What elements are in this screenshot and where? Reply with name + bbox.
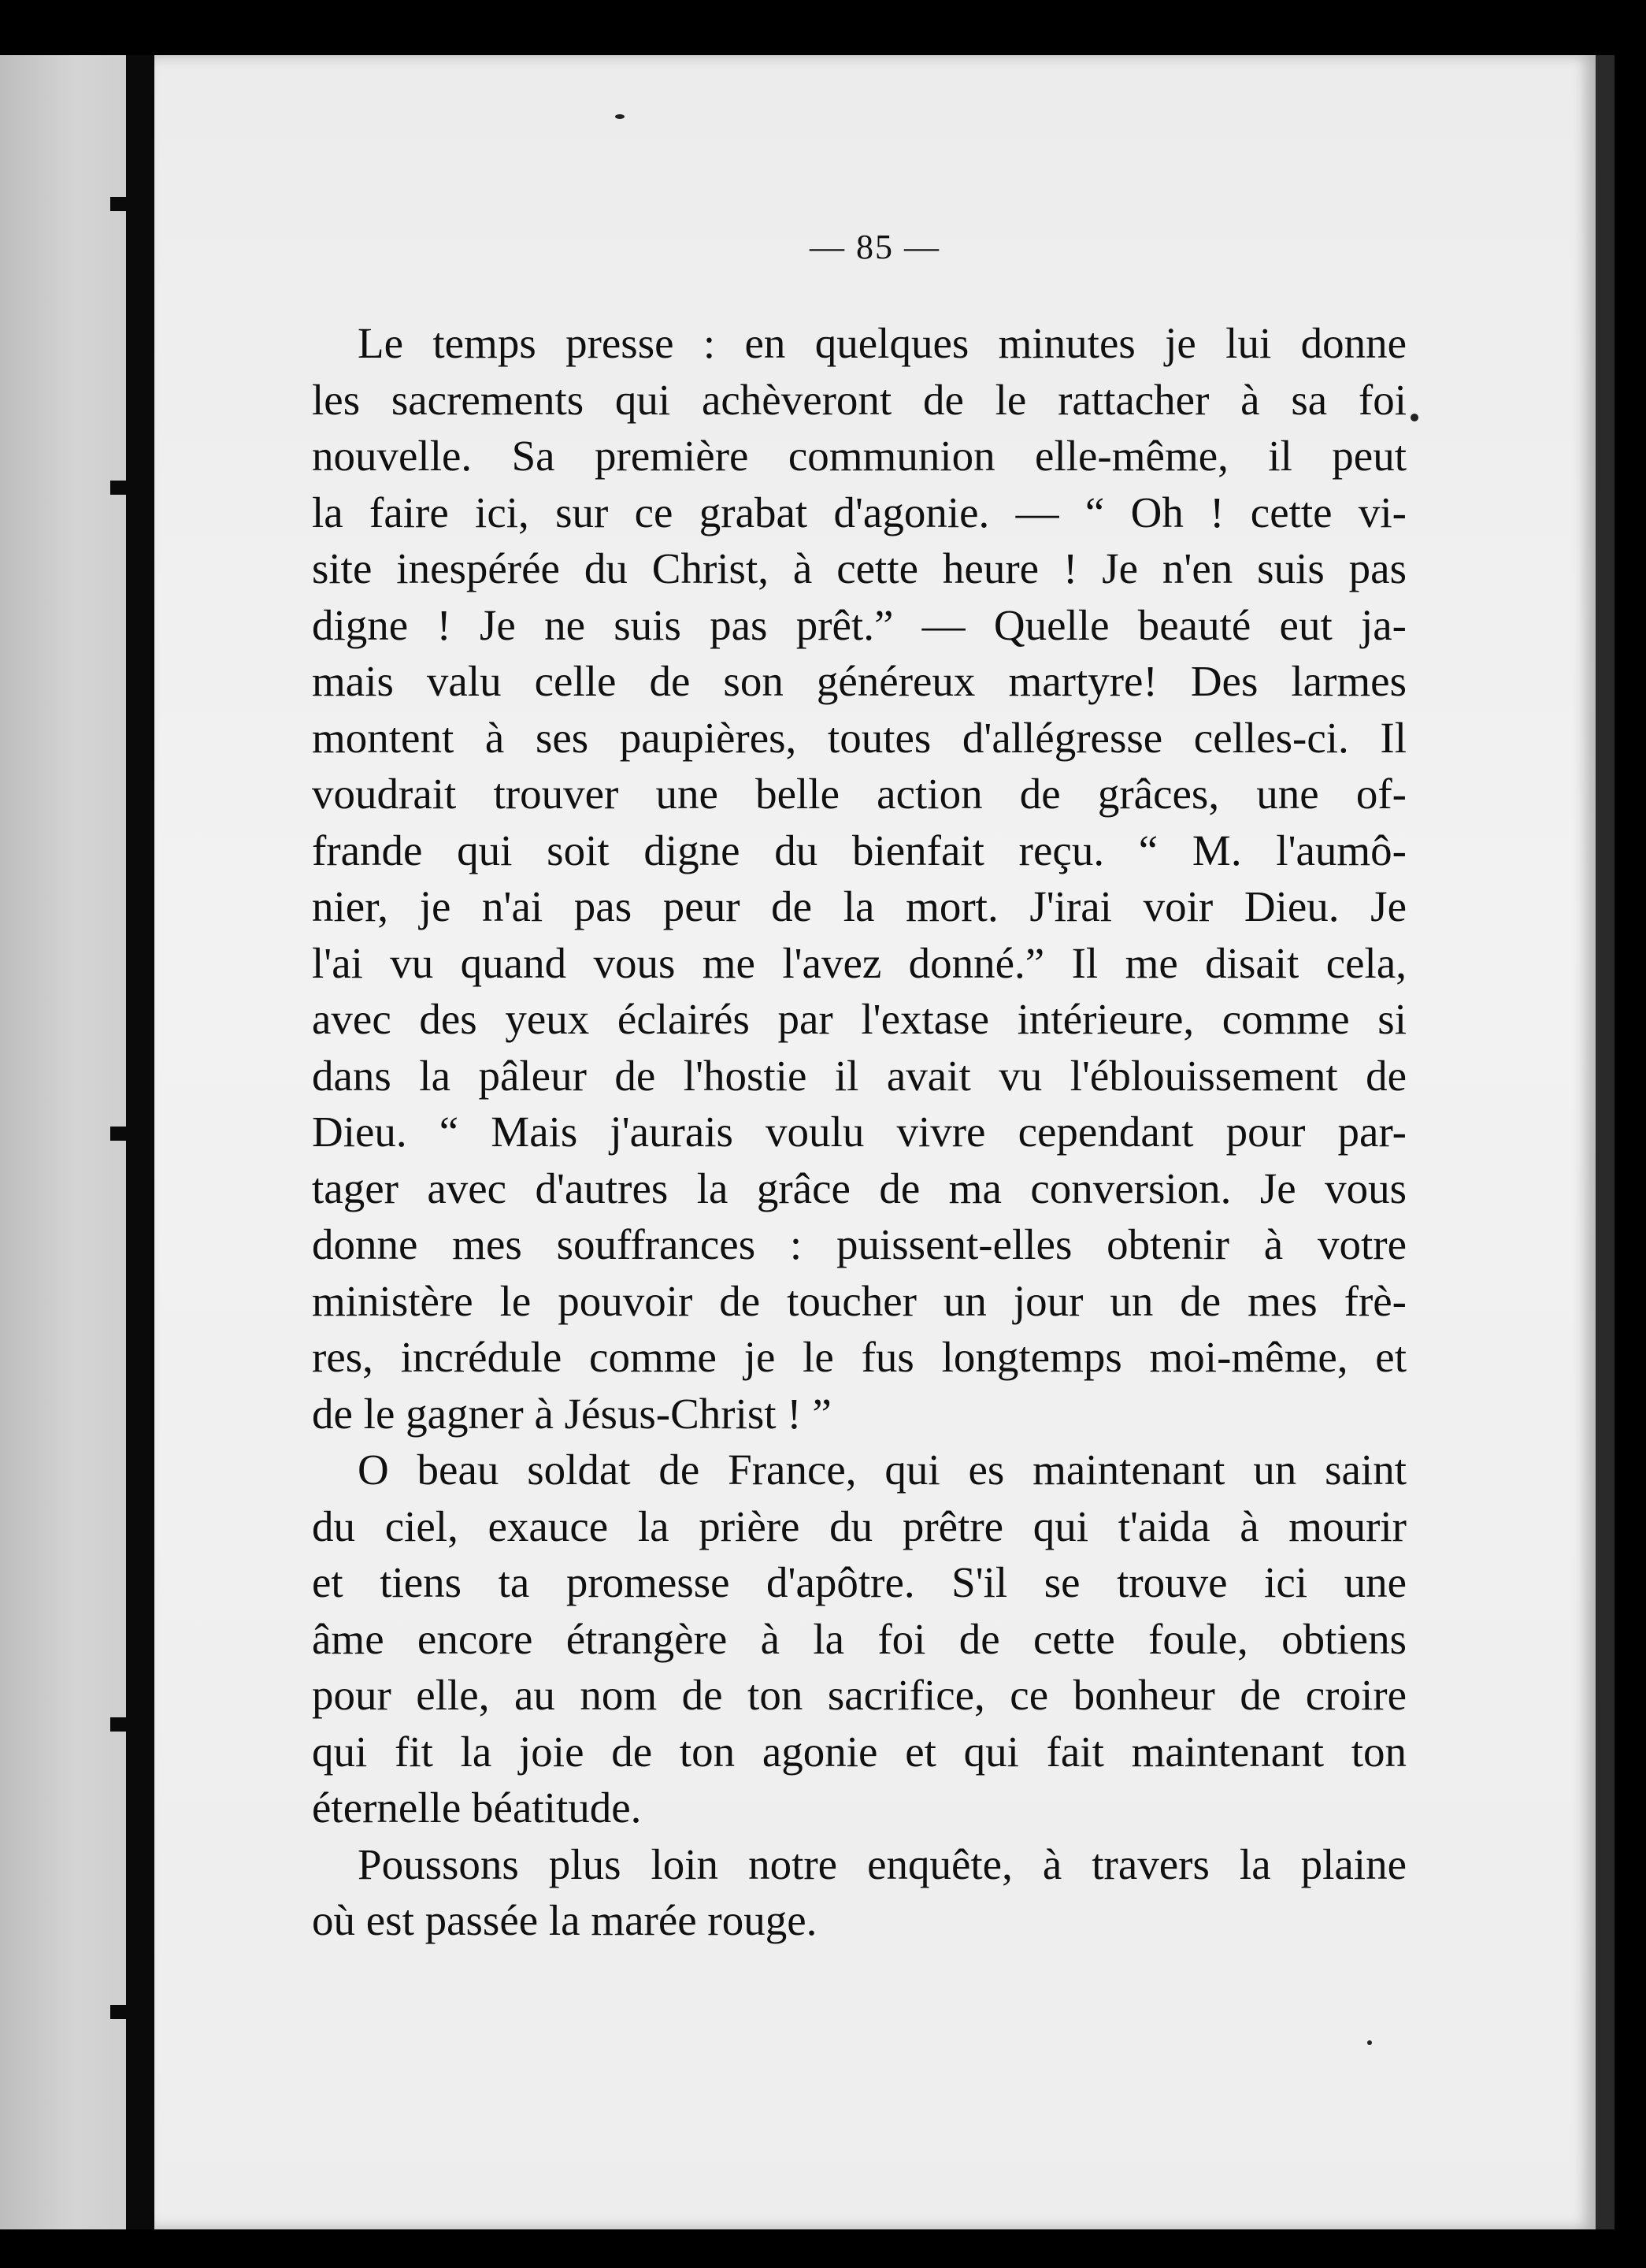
binding-notch — [110, 1717, 158, 1732]
text-line: du ciel, exauce la prière du prêtre qui t'aida à mourir — [312, 1501, 1407, 1550]
book-binding — [126, 55, 154, 2229]
text-line: nier, je n'ai pas peur de la mort. J'irai voir Dieu. Je — [312, 882, 1407, 930]
text-line: montent à ses paupières, toutes d'allégresse celles-ci. Il — [312, 713, 1407, 762]
text-line: res, incrédule comme je le fus longtemps moi-même, et — [312, 1333, 1407, 1381]
text-line: dans la pâleur de l'hostie il avait vu l'éblouissement de — [312, 1051, 1407, 1100]
text-line: Dieu. “ Mais j'aurais voulu vivre cependant pour par- — [312, 1108, 1407, 1156]
text-line: de le gagner à Jésus-Christ ! ” — [312, 1389, 832, 1438]
page-number: — 85 — — [810, 228, 940, 266]
facing-page-edge — [0, 55, 126, 2229]
text-line: donne mes souffrances : puissent-elles obtenir à votre — [312, 1220, 1407, 1268]
text-line: la faire ici, sur ce grabat d'agonie. — “ Oh ! cette vi- — [312, 488, 1407, 536]
binding-notch — [110, 481, 158, 495]
text-line: Poussons plus loin notre enquête, à travers la plaine — [358, 1839, 1407, 1888]
scan-speck — [615, 114, 625, 119]
text-line: O beau soldat de France, qui es maintenant un saint — [358, 1446, 1407, 1494]
scan-speck — [1411, 414, 1418, 421]
text-line: frande qui soit digne du bienfait reçu. “ M. l'aumô- — [312, 826, 1407, 874]
binding-notch — [110, 197, 158, 211]
text-line: et tiens ta promesse d'apôtre. S'il se trouve ici une — [312, 1558, 1407, 1606]
text-line: avec des yeux éclairés par l'extase intérieure, comme si — [312, 995, 1407, 1043]
text-line: les sacrements qui achèveront de le rattacher à sa foi — [312, 375, 1407, 424]
text-line: nouvelle. Sa première communion elle-même, il peut — [312, 432, 1407, 480]
text-line: digne ! Je ne suis pas prêt.” — Quelle beauté eut ja- — [312, 600, 1407, 649]
binding-notch — [110, 1127, 158, 1141]
text-line: où est passée la marée rouge. — [312, 1896, 817, 1944]
text-line: Le temps presse : en quelques minutes je lui donne — [358, 319, 1407, 367]
text-line: mais valu celle de son généreux martyre! Des larmes — [312, 657, 1407, 705]
text-line: l'ai vu quand vous me l'avez donné.” Il me disait cela, — [312, 938, 1407, 987]
text-line: pour elle, au nom de ton sacrifice, ce bonheur de croire — [312, 1671, 1407, 1719]
text-line: site inespérée du Christ, à cette heure ! Je n'en suis pas — [312, 544, 1407, 592]
text-line: ministère le pouvoir de toucher un jour un de mes frè- — [312, 1276, 1407, 1325]
page-right-edge — [1596, 55, 1614, 2229]
text-line: qui fit la joie de ton agonie et qui fait maintenant ton — [312, 1727, 1407, 1776]
text-line: voudrait trouver une belle action de grâces, une of- — [312, 770, 1407, 818]
binding-notch — [110, 2005, 158, 2019]
scan-speck — [1367, 2040, 1372, 2045]
text-line: éternelle béatitude. — [312, 1784, 642, 1832]
page-body-text — [312, 315, 1407, 1949]
book-page — [154, 55, 1596, 2229]
text-line: tager avec d'autres la grâce de ma conversion. Je vous — [312, 1164, 1407, 1212]
text-line: âme encore étrangère à la foi de cette foule, obtiens — [312, 1614, 1407, 1663]
